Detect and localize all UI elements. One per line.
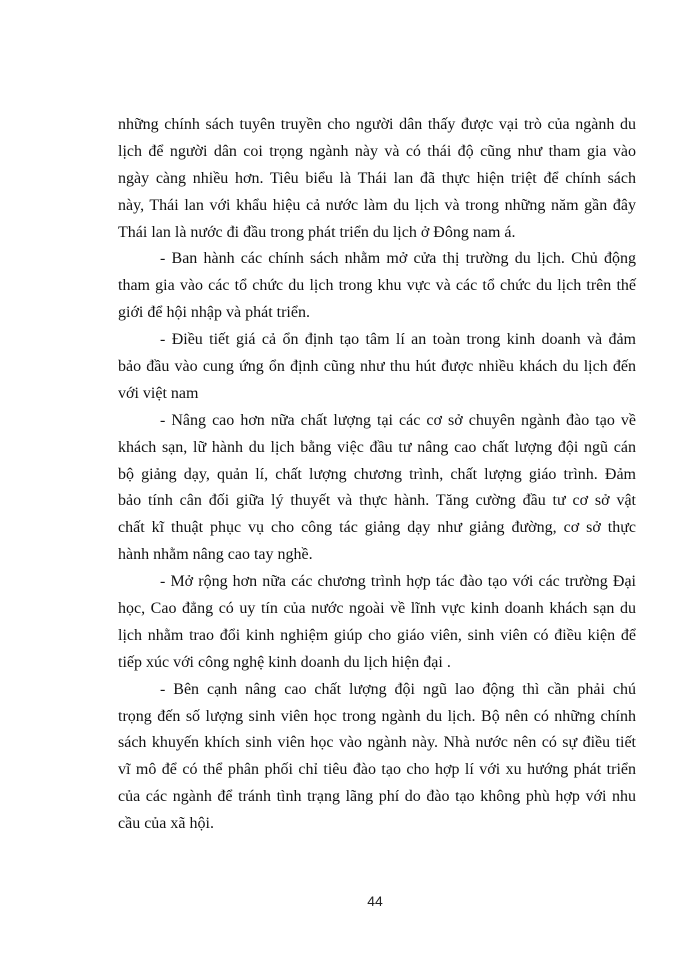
text-line: của các ngành để tránh tình trạng lãng phí do đào tạo không phù hợp với nhu bbox=[118, 788, 636, 806]
text-line: bộ giảng dạy, quản lí, chất lượng chương trình, chất lượng giáo trình. Đảm bbox=[118, 465, 636, 483]
text-line: ngày càng nhiều hơn. Tiêu biểu là Thái lan đã thực hiện triệt để chính sách bbox=[118, 169, 636, 187]
text-line: - Mở rộng hơn nữa các chương trình hợp tác đào tạo với các trường Đại bbox=[160, 573, 636, 591]
text-line: Thái lan là nước đi đầu trong phát triển du lịch ở Đông nam á. bbox=[118, 223, 516, 241]
text-line: sách khuyến khích sinh viên học vào ngành này. Nhà nước nên có sự điều tiết bbox=[118, 734, 636, 752]
text-line: - Bên cạnh nâng cao chất lượng đội ngũ lao động thì cần phải chú bbox=[160, 680, 636, 698]
text-line: bảo tính cân đối giữa lý thuyết và thực hành. Tăng cường đầu tư cơ sở vật bbox=[118, 492, 636, 510]
text-line: những chính sách tuyên truyền cho người dân thấy được vại trò của ngành du bbox=[118, 116, 636, 133]
paragraph-3 bbox=[118, 327, 636, 408]
text-line: tiếp xúc với công nghệ kinh doanh du lịch hiện đại . bbox=[118, 653, 451, 671]
paragraph-6 bbox=[118, 677, 636, 838]
paragraph-4 bbox=[118, 408, 636, 569]
paragraph-1 bbox=[118, 112, 636, 246]
text-line: lịch để người dân coi trọng ngành này và có thái độ cũng như tham gia vào bbox=[118, 142, 636, 160]
text-line: khách sạn, lữ hành du lịch bằng việc đầu tư nâng cao chất lượng đội ngũ cán bbox=[118, 438, 636, 456]
text-line: chất kĩ thuật phục vụ cho công tác giảng dạy như giảng đường, cơ sở thực bbox=[118, 519, 636, 537]
text-line: tham gia vào các tổ chức du lịch trong khu vực và các tổ chức du lịch trên thế bbox=[118, 277, 636, 295]
text-line: này, Thái lan với khẩu hiệu cả nước làm du lịch và trong những năm gần đây bbox=[118, 196, 636, 214]
text-line: trọng đến số lượng sinh viên học trong ngành du lịch. Bộ nên có những chính bbox=[118, 707, 636, 725]
text-line: - Nâng cao hơn nữa chất lượng tại các cơ sở chuyên ngành đào tạo về bbox=[160, 411, 636, 429]
text-line: với việt nam bbox=[118, 384, 199, 402]
text-line: - Điều tiết giá cả ổn định tạo tâm lí an toàn trong kinh doanh và đảm bbox=[160, 331, 636, 349]
text-line: bảo đầu vào cung ứng ổn định cũng như thu hút được nhiều khách du lịch đến bbox=[118, 358, 636, 376]
text-line: lịch nhằm trao đổi kinh nghiệm giúp cho giáo viên, sinh viên có điều kiện để bbox=[118, 626, 636, 644]
paragraph-2 bbox=[118, 246, 636, 327]
body-text bbox=[118, 112, 636, 838]
paragraph-5 bbox=[118, 569, 636, 677]
text-line: hành nhằm nâng cao tay nghề. bbox=[118, 546, 313, 564]
text-line: - Ban hành các chính sách nhằm mở cửa thị trường du lịch. Chủ động bbox=[160, 250, 636, 268]
text-line: học, Cao đẳng có uy tín của nước ngoài về lĩnh vực kinh doanh khách sạn du bbox=[118, 600, 636, 618]
text-line: vĩ mô để có thể phân phối chỉ tiêu đào tạo cho hợp lí với xu hướng phát triển bbox=[118, 761, 636, 779]
text-line: cầu của xã hội. bbox=[118, 815, 214, 833]
text-line: giới để hội nhập và phát triển. bbox=[118, 304, 310, 322]
page-number: 44 bbox=[367, 893, 383, 909]
